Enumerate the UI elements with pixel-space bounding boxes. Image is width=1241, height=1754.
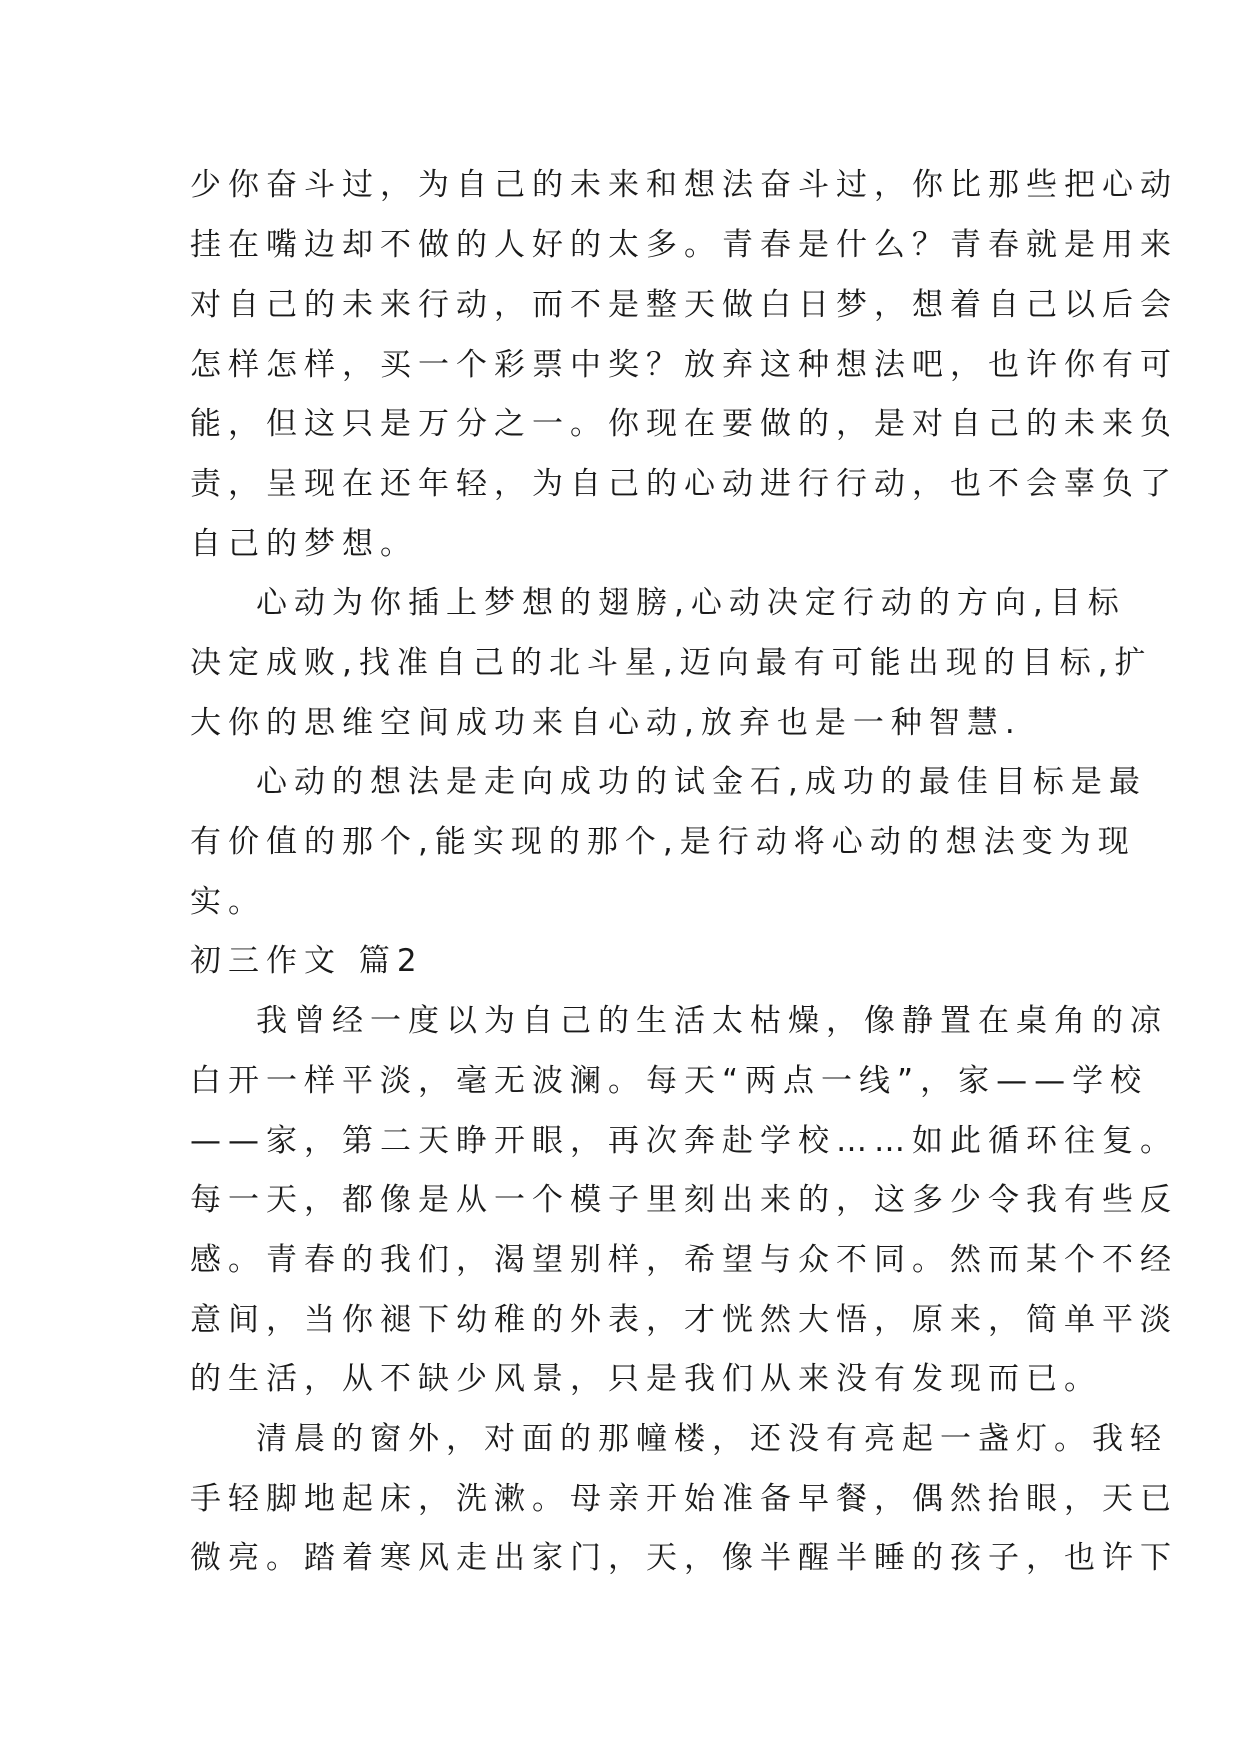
section-heading: 初三作文 篇2: [190, 943, 424, 979]
text-line: 挂在嘴边却不做的人好的太多。青春是什么？青春就是用来: [190, 227, 1178, 263]
text-line: 责，呈现在还年轻，为自己的心动进行行动，也不会辜负了: [190, 466, 1178, 502]
text-line: 自己的梦想。: [190, 526, 418, 562]
text-line: ——家，第二天睁开眼，再次奔赴学校……如此循环往复。: [190, 1123, 1178, 1159]
paragraph-first-line: 心动的想法是走向成功的试金石,成功的最佳目标是最: [256, 764, 1147, 800]
text-line: 微亮。踏着寒风走出家门，天，像半醒半睡的孩子，也许下: [190, 1540, 1178, 1576]
text-line: 对自己的未来行动，而不是整天做白日梦，想着自己以后会: [190, 287, 1178, 323]
text-line: 每一天，都像是从一个模子里刻出来的，这多少令我有些反: [190, 1182, 1178, 1218]
paragraph-first-line: 心动为你插上梦想的翅膀,心动决定行动的方向,目标: [256, 585, 1126, 621]
text-line: 手轻脚地起床，洗漱。母亲开始准备早餐，偶然抬眼，天已: [190, 1481, 1178, 1517]
text-line: 白开一样平淡，毫无波澜。每天“两点一线”，家——学校: [190, 1063, 1149, 1099]
text-line: 意间，当你褪下幼稚的外表，才恍然大悟，原来，简单平淡: [190, 1302, 1178, 1338]
text-line: 的生活，从不缺少风景，只是我们从来没有发现而已。: [190, 1361, 1102, 1397]
text-line: 感。青春的我们，渴望别样，希望与众不同。然而某个不经: [190, 1242, 1178, 1278]
text-line: 怎样怎样，买一个彩票中奖？放弃这种想法吧，也许你有可: [190, 347, 1178, 383]
text-line: 大你的思维空间成功来自心动,放弃也是一种智慧.: [190, 705, 1022, 741]
text-line: 能，但这只是万分之一。你现在要做的，是对自己的未来负: [190, 406, 1178, 442]
text-line: 少你奋斗过，为自己的未来和想法奋斗过，你比那些把心动: [190, 167, 1178, 203]
text-line: 决定成败,找准自己的北斗星,迈向最有可能出现的目标,扩: [190, 645, 1153, 681]
text-line: 有价值的那个,能实现的那个,是行动将心动的想法变为现: [190, 824, 1136, 860]
paragraph-first-line: 清晨的窗外，对面的那幢楼，还没有亮起一盏灯。我轻: [256, 1421, 1168, 1457]
text-line: 实。: [190, 884, 266, 920]
paragraph-first-line: 我曾经一度以为自己的生活太枯燥，像静置在桌角的凉: [256, 1003, 1168, 1039]
